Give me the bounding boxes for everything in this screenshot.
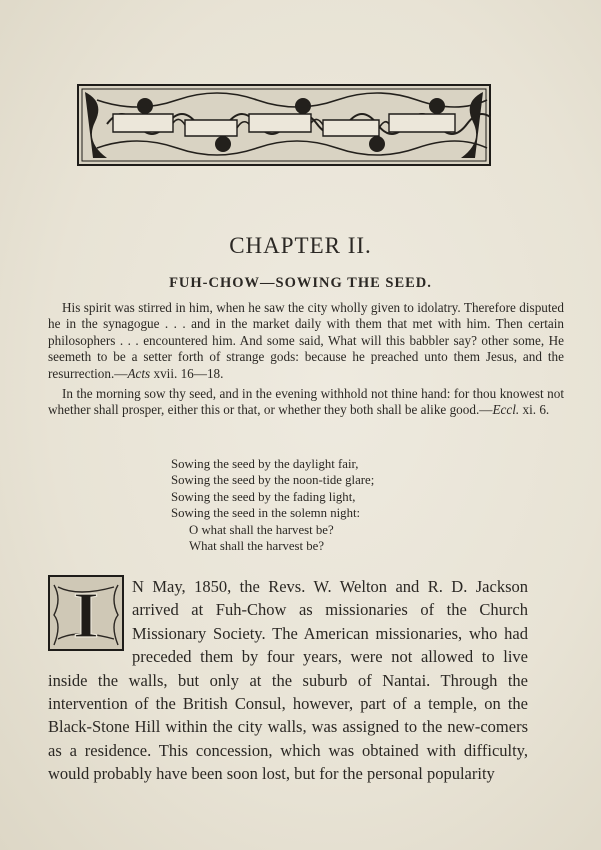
drop-cap-letter: I: [73, 579, 99, 651]
poem-line: Sowing the seed by the fading light,: [171, 489, 356, 504]
ornate-drop-cap-icon: [48, 575, 124, 651]
drop-cap: [48, 575, 124, 651]
epigraph-citation: Acts: [127, 365, 151, 381]
chapter-heading: CHAPTER II.: [229, 233, 372, 258]
epigraph-paragraph: [48, 386, 564, 419]
poem-line: Sowing the seed in the solemn night:: [171, 506, 361, 521]
epigraph-citation: Eccl.: [492, 402, 520, 418]
epigraph: [48, 300, 564, 419]
poem: [171, 456, 374, 554]
chapter-body: [48, 575, 528, 786]
epigraph-text: His spirit was stirred in him, when he saw the city wholly given to idolatry. Therefore disputed he in the synagogue . . . and in the market daily with them that met with him. Then certain philosophers . . . encountered him. And some said, What will this babbler say? other some, He seemeth to be a setter forth of strange gods: because he preached unto them Jesus, and the resurrection.—: [48, 300, 564, 381]
poem-line: Sowing the seed by the noon-tide glare;: [171, 473, 375, 488]
floral-scroll-ornament-icon: [77, 84, 491, 166]
poem-line: Sowing the seed by the daylight fair,: [171, 457, 359, 471]
chapter-subtitle: FUH-CHOW—SOWING THE SEED.: [169, 275, 432, 291]
epigraph-reference: xvii. 16—18.: [150, 365, 224, 381]
epigraph-reference: xi. 6.: [519, 402, 550, 418]
body-paragraph: N May, 1850, the Revs. W. Welton and R. D. Jackson arrived at Fuh-Chow as missionaries of the Church Missionary Society. The American missionaries, who had preceded them by four years, were not allowed to live inside the walls, but only at the suburb of Nantai. Through the intervention of the British Consul, however, part of a temple, on the Black-Stone Hill within the city walls, was assigned to the new-comers as a residence. This concession, which was obtained with difficulty, would probably have been soon lost, but for the personal popularity: [48, 577, 528, 784]
epigraph-paragraph: [48, 300, 564, 382]
ornamental-headpiece: [77, 84, 491, 166]
poem-refrain-line: O what shall the harvest be?: [189, 522, 334, 537]
epigraph-text: In the morning sow thy seed, and in the evening withhold not thine hand: for thou knowest not whether shall prosper, either this or that, or whether they both shall be alike good.—: [48, 386, 564, 418]
poem-refrain-line: What shall the harvest be?: [189, 539, 325, 554]
